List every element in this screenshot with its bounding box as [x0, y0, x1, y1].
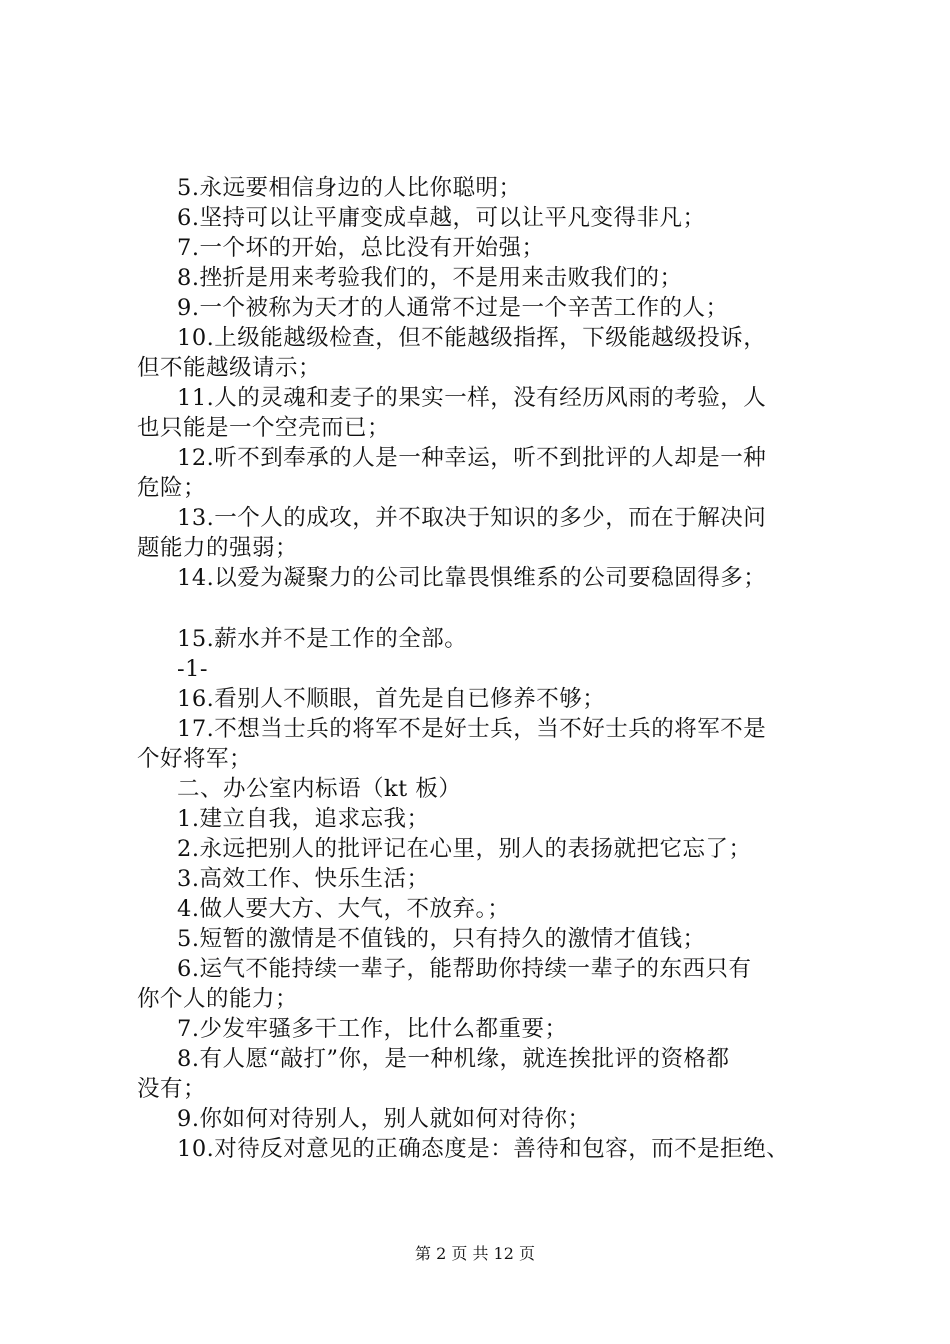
text-line: 6.坚持可以让平庸变成卓越，可以让平凡变得非凡； [177, 205, 706, 231]
text-line: 9.一个被称为天才的人通常不过是一个辛苦工作的人； [177, 295, 729, 321]
text-line: 15.薪水并不是工作的全部。 [177, 626, 468, 652]
text-line: 10.上级能越级检查，但不能越级指挥，下级能越级投诉， [177, 325, 767, 351]
text-line: 你个人的能力； [137, 986, 299, 1012]
text-line: 1.建立自我，追求忘我； [177, 806, 430, 832]
text-line: 题能力的强弱； [137, 535, 299, 561]
page-marker: -1- [177, 656, 209, 682]
text-line: 12.听不到奉承的人是一种幸运，听不到批评的人却是一种 [177, 445, 767, 471]
text-line: 16.看别人不顺眼，首先是自已修养不够； [177, 686, 606, 712]
text-line: 但不能越级请示； [137, 355, 322, 381]
text-line: 14.以爱为凝聚力的公司比靠畏惧维系的公司要稳固得多； [177, 565, 767, 591]
text-line: 13.一个人的成攻，并不取决于知识的多少，而在于解决问 [177, 505, 767, 531]
text-line: 7.少发牢骚多干工作，比什么都重要； [177, 1016, 568, 1042]
blank-line [137, 593, 837, 624]
text-line: 4.做人要大方、大气，不放弃。； [177, 896, 511, 922]
text-line: 9.你如何对待别人，别人就如何对待你； [177, 1106, 591, 1132]
text-line: 8.有人愿“敲打”你，是一种机缘，就连挨批评的资格都 [177, 1046, 730, 1072]
text-line: 也只能是一个空壳而已； [137, 415, 391, 441]
text-line: 11.人的灵魂和麦子的果实一样，没有经历风雨的考验，人 [177, 385, 767, 411]
text-line: 8.挫折是用来考验我们的，不是用来击败我们的； [177, 265, 683, 291]
document-body [137, 173, 837, 1164]
text-line: 3.高效工作、快乐生活； [177, 866, 430, 892]
text-line: 6.运气不能持续一辈子，能帮助你持续一辈子的东西只有 [177, 956, 752, 982]
text-line: 没有； [137, 1076, 207, 1102]
text-line: 7.一个坏的开始，总比没有开始强； [177, 235, 545, 261]
text-line: 10.对待反对意见的正确态度是：善待和包容，而不是拒绝、 [177, 1136, 790, 1162]
text-line: 5.永远要相信身边的人比你聪明； [177, 175, 522, 201]
section-heading: 二、办公室内标语（kt 板） [177, 776, 462, 802]
text-line: 2.永远把别人的批评记在心里，别人的表扬就把它忘了； [177, 836, 752, 862]
text-line: 危险； [137, 475, 207, 501]
text-line: 5.短暂的激情是不值钱的，只有持久的激情才值钱； [177, 926, 706, 952]
page-footer: 第 2 页 共 12 页 [415, 1244, 535, 1263]
text-line: 个好将军； [137, 746, 253, 772]
text-line: 17.不想当士兵的将军不是好士兵，当不好士兵的将军不是 [177, 716, 767, 742]
